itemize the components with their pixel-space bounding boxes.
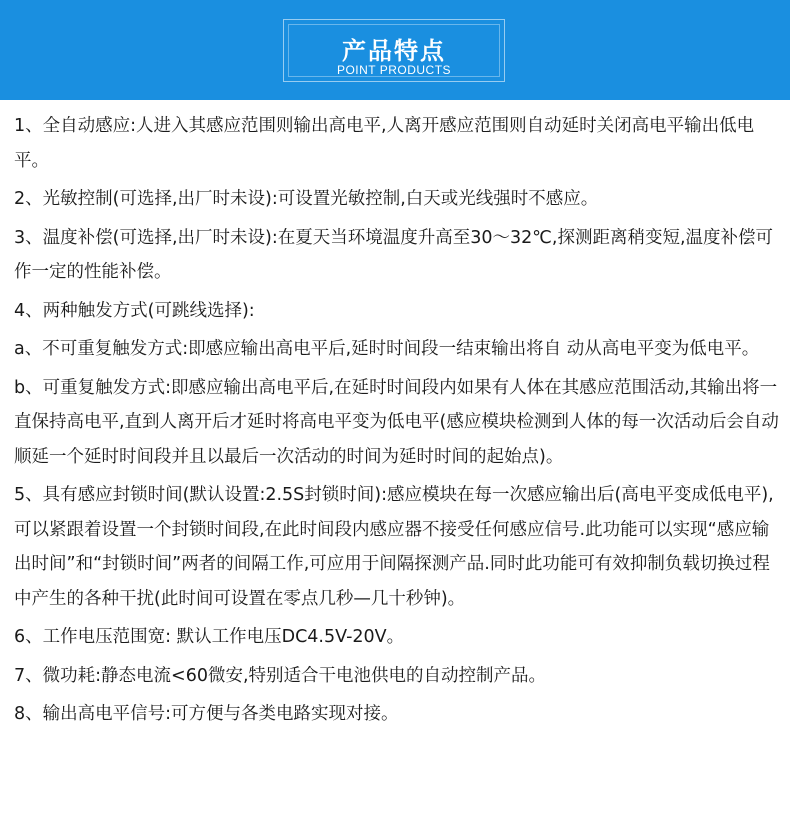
title-frame (283, 19, 505, 82)
feature-item-3: 3、温度补偿(可选择,出厂时未设):在夏天当环境温度升高至30～32℃,探测距离稍变短,温度补偿可作一定的性能补偿。 (14, 227, 774, 282)
feature-item-4: 4、两种触发方式(可跳线选择): (14, 300, 255, 321)
feature-item-2: 2、光敏控制(可选择,出厂时未设):可设置光敏控制,白天或光线强时不感应。 (14, 189, 599, 209)
feature-item-8: 8、输出高电平信号:可方便与各类电路实现对接。 (14, 704, 399, 724)
feature-item-4a: a、不可重复触发方式:即感应输出高电平后,延时时间段一结束输出将自 动从高电平变为低电平。 (14, 339, 760, 359)
header-banner (0, 0, 790, 100)
page-title: 产品特点 (342, 37, 446, 65)
feature-list (14, 109, 780, 736)
page-subtitle: POINT PRODUCTS (336, 63, 452, 77)
feature-item-1: 1、全自动感应:人进入其感应范围则输出高电平,人离开感应范围则自动延时关闭高电平输出低电平。 (14, 116, 755, 171)
feature-item-7: 7、微功耗:静态电流<60微安,特别适合干电池供电的自动控制产品。 (14, 665, 547, 686)
feature-item-5: 5、具有感应封锁时间(默认设置:2.5S封锁时间):感应模块在每一次感应输出后(高电平变成低电平),可以紧跟着设置一个封锁时间段,在此时间段内感应器不接受任何感应信号.此功能可以实现“感应输出时间”和“封锁时间”两者的间隔工作,可应用于间隔探测产品.同时此功能可有效抑制负载切换过程中产生的各种干扰(此时间可设置在零点几秒—几十秒钟)。 (14, 485, 774, 609)
feature-item-6: 6、工作电压范围宽: 默认工作电压DC4.5V-20V。 (14, 627, 405, 647)
feature-item-4b: b、可重复触发方式:即感应输出高电平后,在延时时间段内如果有人体在其感应范围活动,其输出将一直保持高电平,直到人离开后才延时将高电平变为低电平(感应模块检测到人体的每一次活动后会自动顺延一个延时时间段并且以最后一次活动的时间为延时时间的起始点)。 (14, 377, 779, 467)
